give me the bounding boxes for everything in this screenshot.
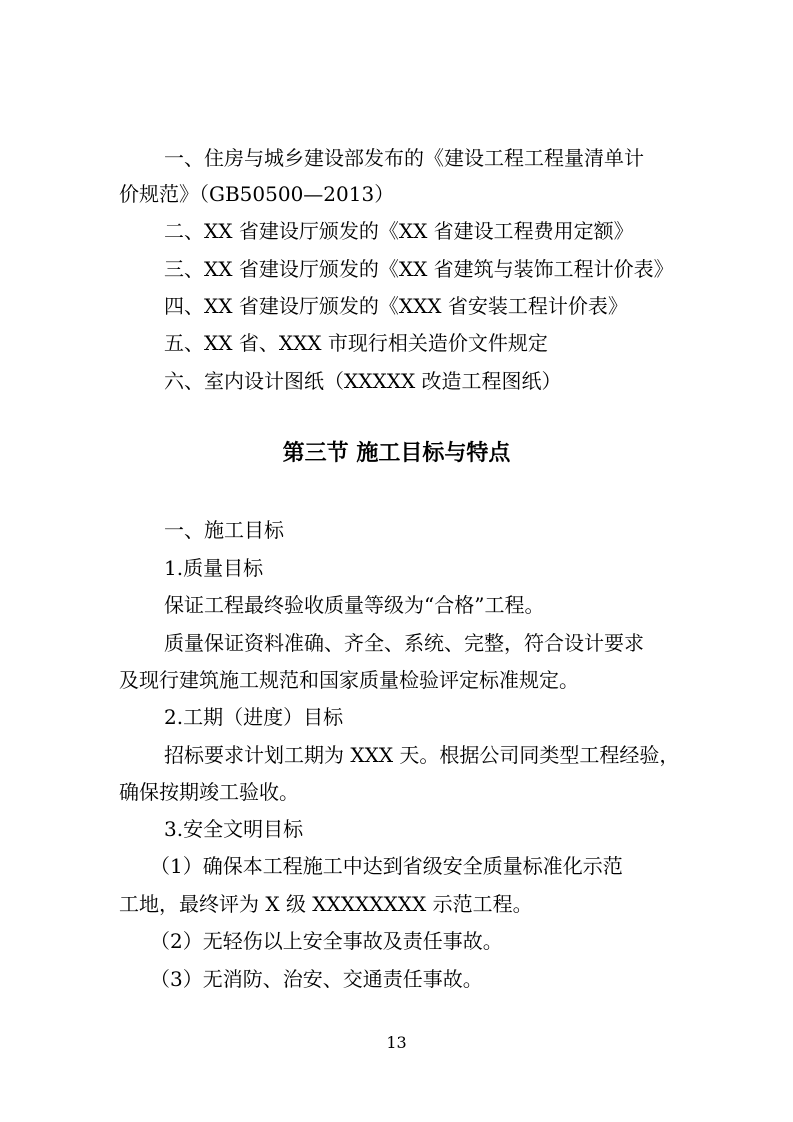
safety-target-heading: 3.安全文明目标 bbox=[164, 817, 304, 841]
safety-item-2: （2）无轻伤以上安全事故及责任事故。 bbox=[150, 929, 503, 953]
safety-item-3: （3）无消防、治安、交通责任事故。 bbox=[150, 967, 483, 991]
quality-target-text: 保证工程最终验收质量等级为“合格”工程。 bbox=[164, 593, 545, 617]
reference-line-2: 二、XX 省建设厅颁发的《XX 省建设工程费用定额》 bbox=[164, 219, 634, 243]
quality-target-heading: 1.质量目标 bbox=[164, 556, 264, 580]
section-title: 第三节 施工目标与特点 bbox=[282, 441, 511, 466]
reference-line-1: 一、住房与城乡建设部发布的《建设工程工程量清单计 bbox=[164, 146, 644, 170]
schedule-target-heading: 2.工期（进度）目标 bbox=[164, 705, 344, 729]
reference-line-5: 五、XX 省、XXX 市现行相关造价文件规定 bbox=[164, 331, 548, 355]
quality-assurance-text-cont: 及现行建筑施工规范和国家质量检验评定标准规定。 bbox=[119, 668, 579, 692]
reference-line-4: 四、XX 省建设厅颁发的《XXX 省安装工程计价表》 bbox=[164, 294, 628, 318]
safety-item-1: （1）确保本工程施工中达到省级安全质量标准化示范 bbox=[150, 854, 623, 878]
schedule-target-text-cont: 确保按期竣工验收。 bbox=[119, 780, 299, 804]
page-number: 13 bbox=[386, 1033, 407, 1052]
reference-line-3: 三、XX 省建设厅颁发的《XX 省建筑与装饰工程计价表》 bbox=[164, 257, 674, 281]
subsection-heading: 一、施工目标 bbox=[164, 518, 284, 542]
schedule-target-text: 招标要求计划工期为 XXX 天。根据公司同类型工程经验， bbox=[164, 743, 680, 767]
safety-item-1-cont: 工地，最终评为 X 级 XXXXXXXX 示范工程。 bbox=[119, 892, 533, 916]
reference-line-1-cont: 价规范》（GB50500—2013） bbox=[119, 182, 395, 206]
reference-line-6: 六、室内设计图纸（XXXXX 改造工程图纸） bbox=[164, 369, 562, 393]
quality-assurance-text: 质量保证资料准确、齐全、系统、完整，符合设计要求 bbox=[164, 631, 644, 655]
